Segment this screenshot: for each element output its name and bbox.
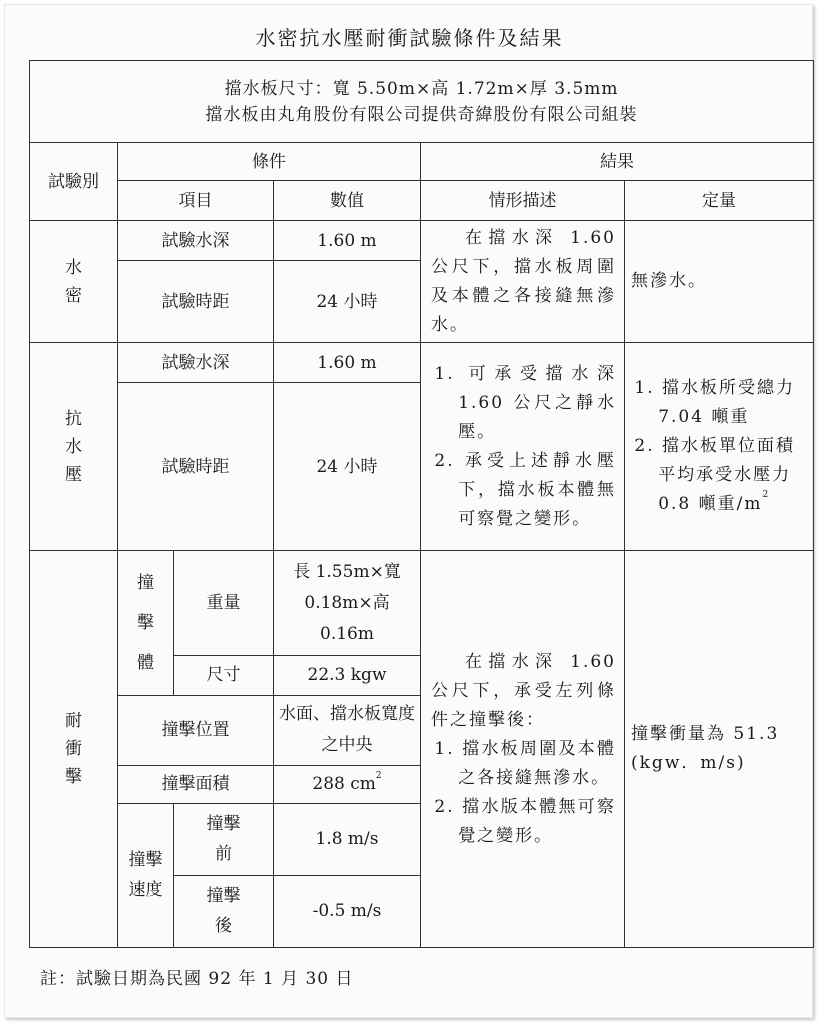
header-item: 項目 — [118, 181, 274, 221]
watertight-time-label: 試驗時距 — [118, 261, 274, 343]
watertight-description: 在擋水深 1.60 公尺下，擋水板周圍及本體之各接縫無滲水。 — [421, 221, 625, 343]
impact-before-value: 1.8 m/s — [274, 803, 421, 875]
header-category: 試驗別 — [30, 143, 118, 221]
impact-speed-label: 撞擊 速度 — [118, 803, 174, 947]
document-title: 水密抗水壓耐衝試驗條件及結果 — [255, 26, 564, 50]
impact-weight-value: 長 1.55m×寬 0.18m×高 0.16m — [274, 551, 421, 655]
impact-before-label: 撞擊 前 — [174, 803, 274, 875]
category-pressure: 抗 水 壓 — [30, 343, 118, 551]
category-watertight: 水 密 — [30, 221, 118, 343]
header-results: 結果 — [421, 143, 814, 181]
panel-dimensions: 擋水板尺寸：寬 5.50m×高 1.72m×厚 3.5mm — [224, 78, 619, 99]
impact-description: 在擋水深 1.60 公尺下，承受左列條件之撞擊後： 1. 擋水板周圍及本體之各接縫無滲水。 2. 擋水版本體無可察覺之變形。 — [421, 551, 625, 948]
impact-after-label: 撞擊 後 — [174, 875, 274, 947]
header-description: 情形描述 — [421, 181, 625, 221]
specification-cell — [30, 61, 814, 143]
impact-position-label: 撞擊位置 — [118, 695, 274, 765]
impact-position-value: 水面、擋水板寬度之中央 — [274, 695, 421, 765]
impact-area-label: 撞擊面積 — [118, 765, 274, 803]
impact-body-label: 撞 擊 體 — [118, 551, 174, 695]
impact-quantity: 撞擊衝量為 51.3 (kgw．m/s) — [625, 551, 814, 948]
results-table — [29, 60, 814, 948]
watertight-quantity: 無滲水。 — [625, 221, 814, 343]
watertight-time-value: 24 小時 — [274, 261, 421, 343]
pressure-description: 1. 可承受擋水深 1.60 公尺之靜水壓。 2. 承受上述靜水壓下，擋水板本體無可察覺之變形。 — [421, 343, 625, 551]
impact-after-value: -0.5 m/s — [274, 875, 421, 947]
impact-area-value: 288 $cm^2$ — [274, 765, 421, 803]
impact-size-label: 尺寸 — [174, 655, 274, 695]
pressure-depth-label: 試驗水深 — [118, 343, 274, 383]
watertight-depth-value: 1.60 m — [274, 221, 421, 261]
header-conditions: 條件 — [118, 143, 421, 181]
pressure-quantity: 1. 擋水板所受總力 7.04 噸重 2. 擋水板單位面積平均承受水壓力 0.8 噸重$/m^2$ — [625, 343, 814, 551]
impact-weight-label: 重量 — [174, 551, 274, 655]
watertight-depth-label: 試驗水深 — [118, 221, 274, 261]
panel-supplier: 擋水板由丸角股份有限公司提供奇緯股份有限公司組裝 — [205, 104, 638, 125]
header-quantity: 定量 — [625, 181, 814, 221]
pressure-depth-value: 1.60 m — [274, 343, 421, 383]
pressure-time-label: 試驗時距 — [118, 383, 274, 551]
header-value: 數值 — [274, 181, 421, 221]
category-impact: 耐 衝 擊 — [30, 551, 118, 948]
test-date-note: 註：試驗日期為民國 92 年 1 月 30 日 — [40, 969, 354, 989]
impact-size-value: 22.3 kgw — [274, 655, 421, 695]
pressure-time-value: 24 小時 — [274, 383, 421, 551]
